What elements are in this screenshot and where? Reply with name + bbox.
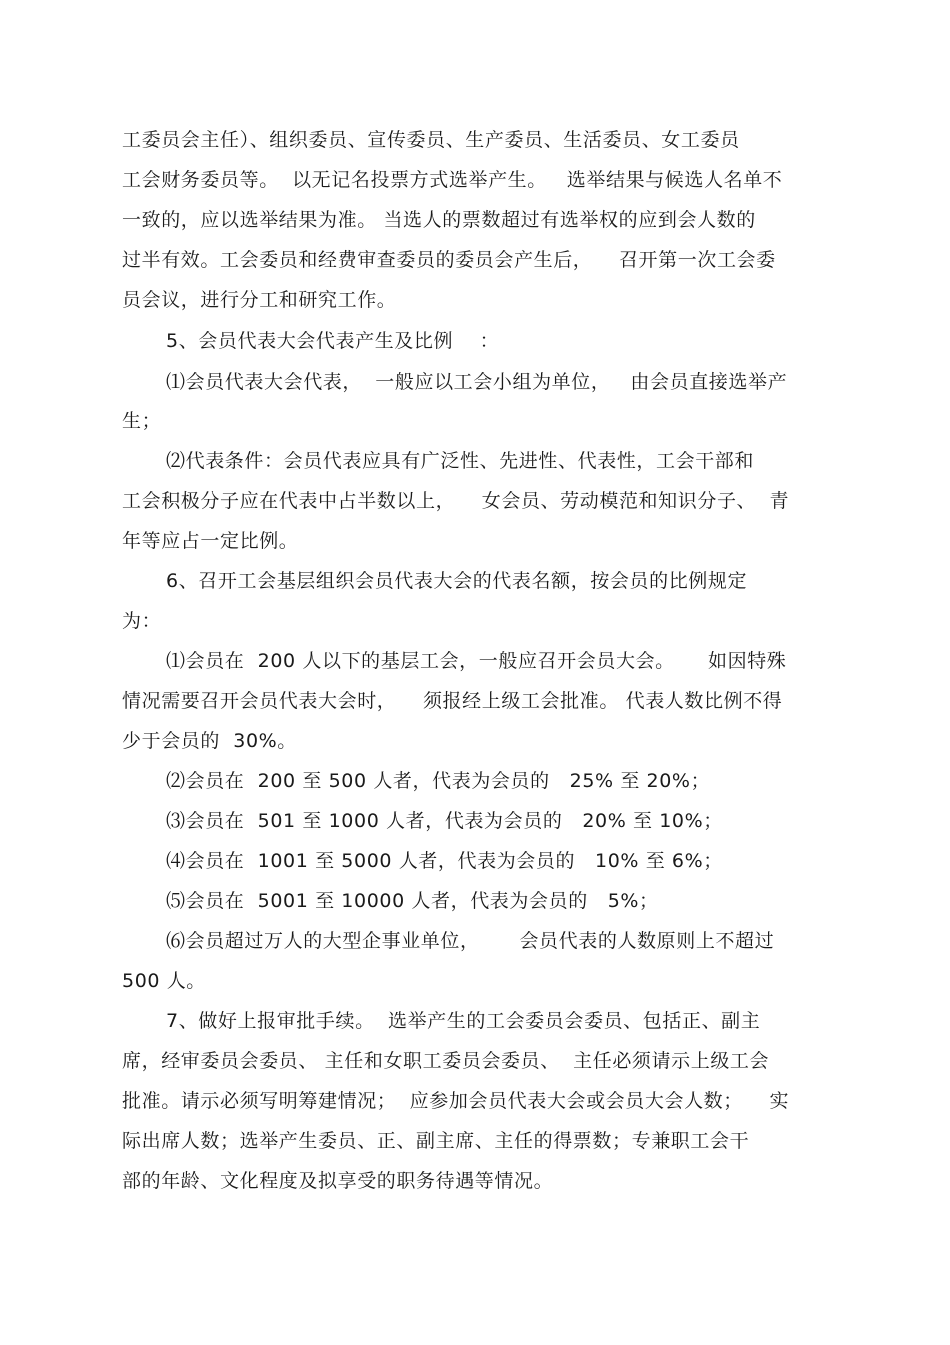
text-line: 工会积极分子应在代表中占半数以上， 女会员、劳动模范和知识分子、 青 [122,490,790,512]
text-line: 过半有效。工会委员和经费审查委员的委员会产生后， 召开第一次工会委 [122,249,776,271]
section-heading: 7、做好上报审批手续。 选举产生的工会委员会委员、包括正、副主 [166,1010,761,1032]
text-line: 工委员会主任）、组织委员、宣传委员、生产委员、生活委员、女工委员 [122,129,740,151]
text-line: 席，经审委员会委员、 主任和女职工委员会委员、 主任必须请示上级工会 [122,1050,770,1072]
text-line: 年等应占一定比例。 [122,530,299,552]
text-line: 员会议，进行分工和研究工作。 [122,289,397,311]
section-heading: 6、召开工会基层组织会员代表大会的代表名额，按会员的比例规定 [166,570,748,592]
text-line: ⑴会员代表大会代表， 一般应以工会小组为单位， 由会员直接选举产 [166,371,788,393]
text-line: ⑸会员在 5001 至 10000 人者，代表为会员的 5%； [166,890,659,912]
section-heading: 5、会员代表大会代表产生及比例 ： [166,330,500,352]
text-line: 生； [122,410,162,432]
text-line: 为： [122,610,162,632]
text-line: ⑴会员在 200 人以下的基层工会，一般应召开会员大会。 如因特殊 [166,650,787,672]
text-line: 一致的，应以选举结果为准。 当选人的票数超过有选举权的应到会人数的 [122,209,756,231]
text-line: ⑹会员超过万人的大型企事业单位， 会员代表的人数原则上不超过 [166,930,775,952]
text-line: ⑵代表条件：会员代表应具有广泛性、先进性、代表性，工会干部和 [166,450,755,472]
text-line: 部的年龄、文化程度及拟享受的职务待遇等情况。 [122,1170,554,1192]
text-line: 情况需要召开会员代表大会时， 须报经上级工会批准。 代表人数比例不得 [122,690,783,712]
text-line: 工会财务委员等。 以无记名投票方式选举产生。 选举结果与候选人名单不 [122,169,783,191]
text-line: ⑵会员在 200 至 500 人者，代表为会员的 25% 至 20%； [166,770,711,792]
text-line: 少于会员的 30%。 [122,730,297,752]
text-line: 际出席人数；选举产生委员、正、副主席、主任的得票数；专兼职工会干 [122,1130,750,1152]
text-line: ⑶会员在 501 至 1000 人者，代表为会员的 20% 至 10%； [166,810,723,832]
text-line: 500 人。 [122,970,206,992]
text-line: 批准。请示必须写明筹建情况； 应参加会员代表大会或会员大会人数； 实 [122,1090,790,1112]
text-line: ⑷会员在 1001 至 5000 人者，代表为会员的 10% 至 6%； [166,850,723,872]
